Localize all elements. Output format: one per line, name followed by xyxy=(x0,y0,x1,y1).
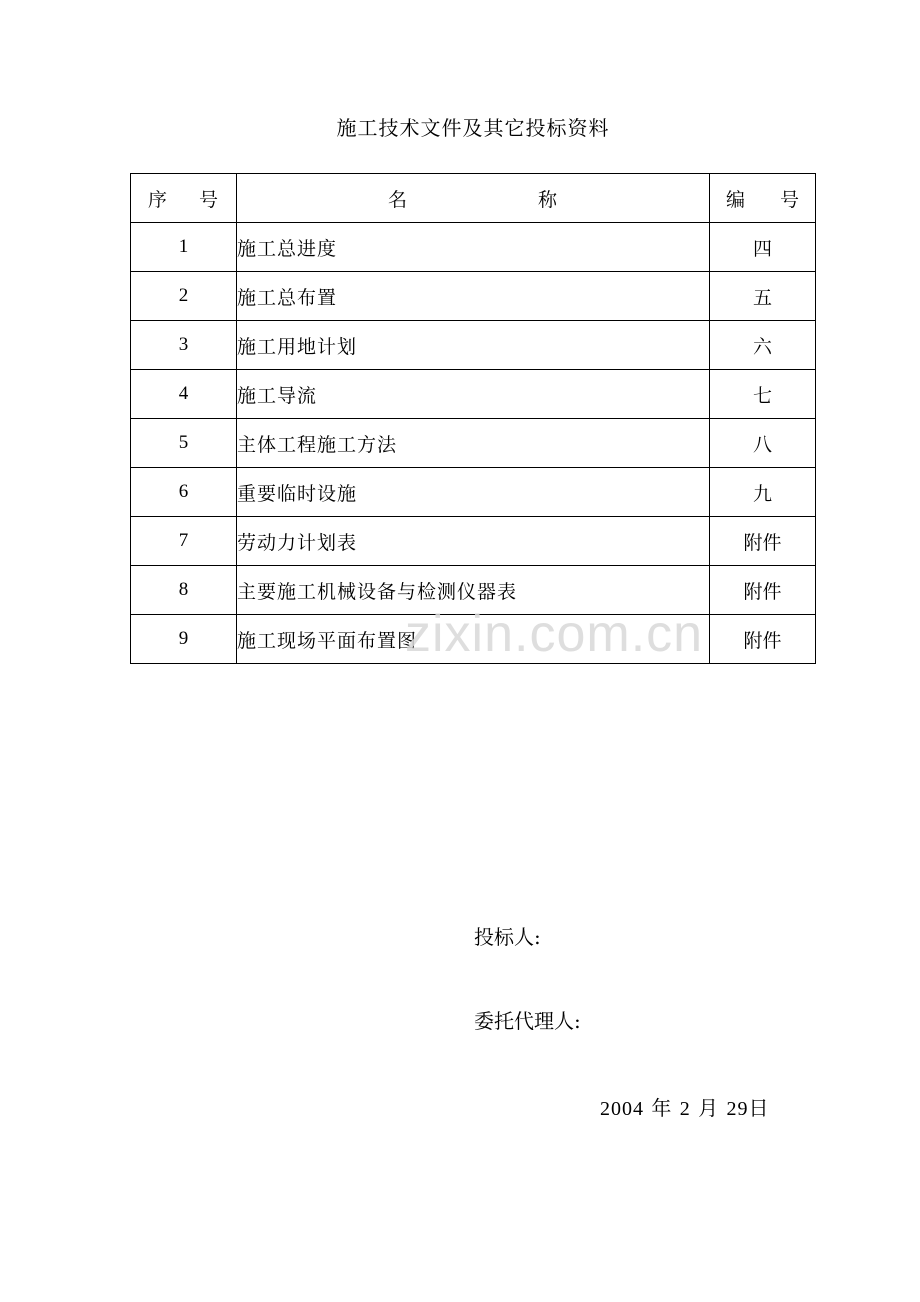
header-code xyxy=(710,174,816,223)
row-code: 附件 xyxy=(710,615,816,664)
row-seq: 7 xyxy=(131,517,237,566)
row-code: 附件 xyxy=(710,517,816,566)
header-code-char-2: 号 xyxy=(779,188,799,211)
header-name-char-1: 名 xyxy=(388,188,408,211)
row-seq: 9 xyxy=(131,615,237,664)
row-name: 施工导流 xyxy=(237,370,710,419)
date-month-unit: 月 xyxy=(698,1096,720,1120)
table-header-row xyxy=(131,174,816,223)
date-year-unit: 年 xyxy=(651,1096,673,1120)
row-seq: 6 xyxy=(131,468,237,517)
date-year: 2004 xyxy=(600,1098,644,1120)
row-name: 主要施工机械设备与检测仪器表 xyxy=(237,566,710,615)
header-name xyxy=(237,174,710,223)
row-name: 主体工程施工方法 xyxy=(237,419,710,468)
row-seq: 2 xyxy=(131,272,237,321)
header-code-char-1: 编 xyxy=(726,188,746,211)
table-row xyxy=(131,370,816,419)
row-code: 附件 xyxy=(710,566,816,615)
row-seq: 3 xyxy=(131,321,237,370)
date-month: 2 xyxy=(679,1098,691,1120)
table-row xyxy=(131,321,816,370)
date-day: 29 xyxy=(726,1098,749,1120)
header-seq-char-1: 序 xyxy=(148,188,168,211)
row-seq: 8 xyxy=(131,566,237,615)
header-name-char-2: 称 xyxy=(537,188,557,211)
header-seq xyxy=(131,174,237,223)
row-seq: 5 xyxy=(131,419,237,468)
row-code: 八 xyxy=(710,419,816,468)
row-name: 施工现场平面布置图 xyxy=(237,615,710,664)
row-code: 五 xyxy=(710,272,816,321)
table-row xyxy=(131,419,816,468)
date-day-unit: 日 xyxy=(748,1096,770,1120)
agent-label: 委托代理人: xyxy=(474,1009,581,1033)
row-name: 施工总进度 xyxy=(237,223,710,272)
row-seq: 4 xyxy=(131,370,237,419)
header-seq-char-2: 号 xyxy=(198,188,218,211)
bidder-label: 投标人: xyxy=(474,925,541,949)
table-row xyxy=(131,272,816,321)
row-seq: 1 xyxy=(131,223,237,272)
table-row xyxy=(131,517,816,566)
table-row xyxy=(131,468,816,517)
table-row xyxy=(131,223,816,272)
row-code: 七 xyxy=(710,370,816,419)
watermark: zixin.com.cn xyxy=(405,605,704,663)
date-line xyxy=(600,1092,769,1121)
row-code: 六 xyxy=(710,321,816,370)
row-code: 四 xyxy=(710,223,816,272)
row-name: 施工用地计划 xyxy=(237,321,710,370)
document-title: 施工技术文件及其它投标资料 xyxy=(336,116,610,140)
table-row xyxy=(131,566,816,615)
row-code: 九 xyxy=(710,468,816,517)
table-row xyxy=(131,615,816,664)
row-name: 劳动力计划表 xyxy=(237,517,710,566)
row-name: 施工总布置 xyxy=(237,272,710,321)
row-name: 重要临时设施 xyxy=(237,468,710,517)
contents-table xyxy=(130,173,816,664)
